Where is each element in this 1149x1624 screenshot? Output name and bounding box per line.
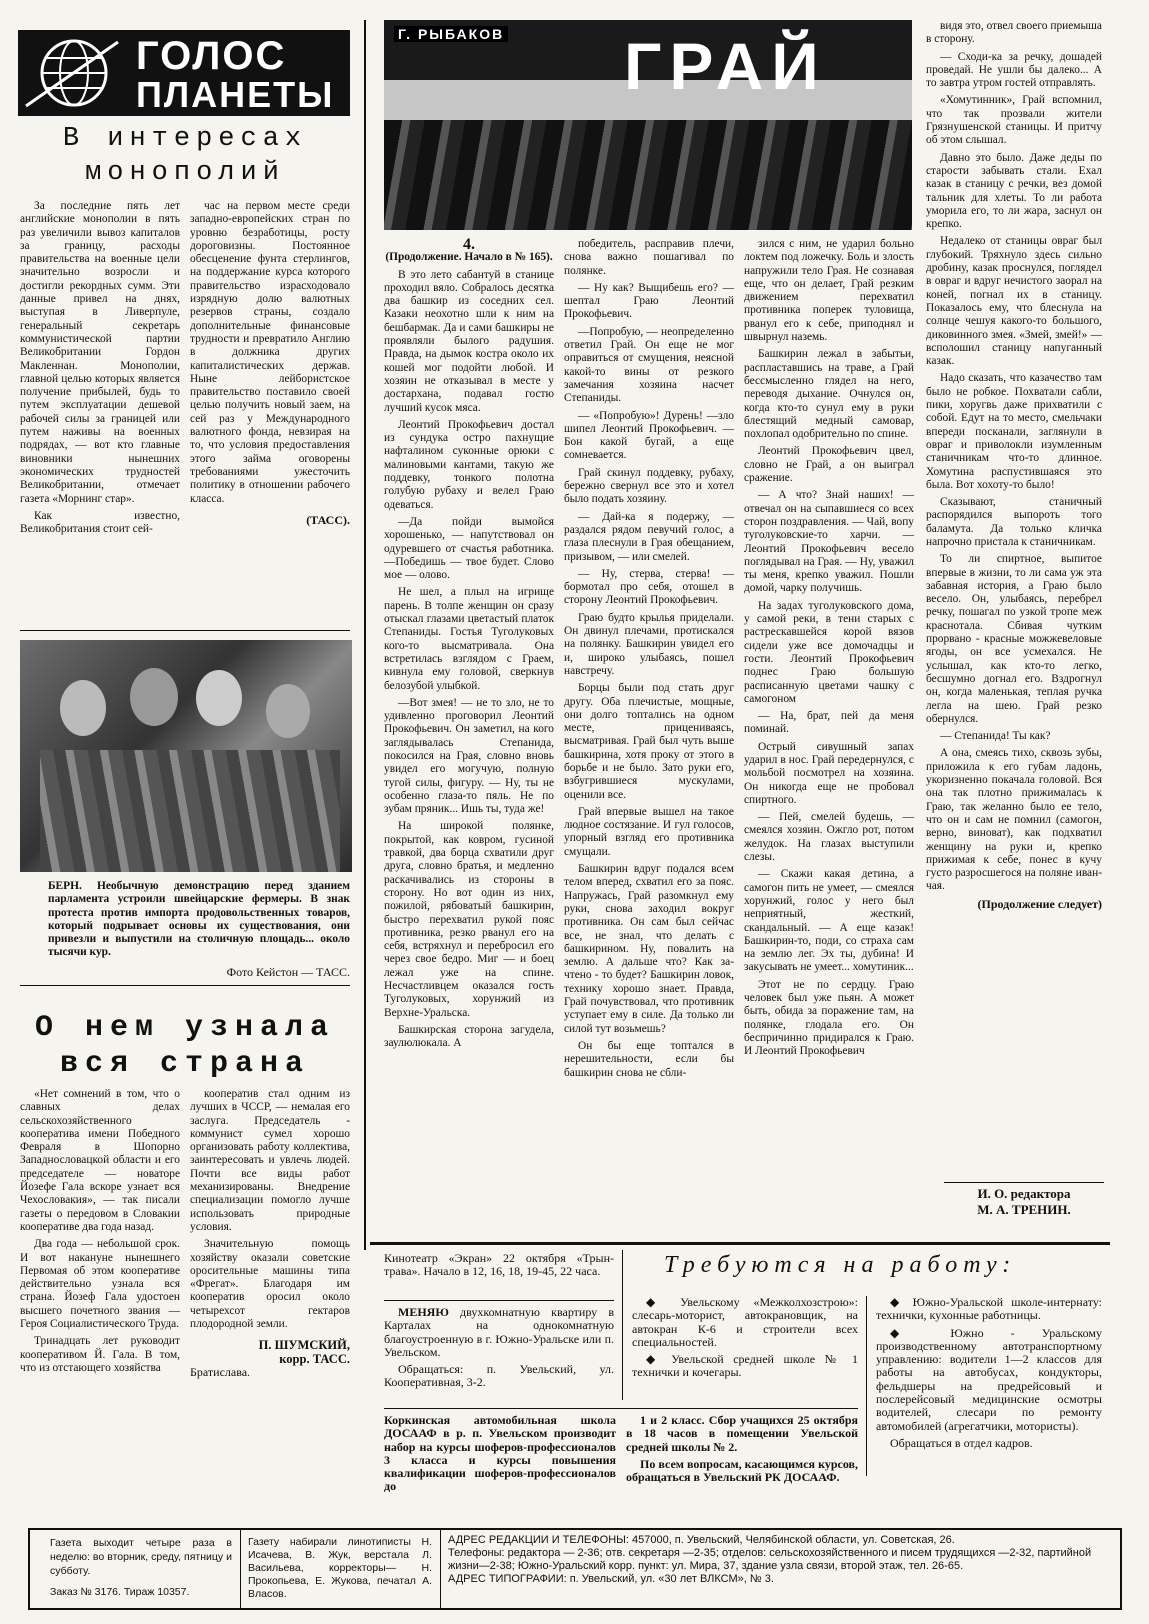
masthead [18, 30, 350, 116]
article1-headline: В интересах монополий [62, 124, 308, 188]
diamond-icon: ◆ [890, 1295, 905, 1309]
paragraph: — Скажи какая детина, а самогон пить не умеет, — смеялся хорунжий, голос у него был неприятный, жесткий, скандальный. — А еще казак! Башкирин-то, поди, со страха сам на землю лег. Эх ты, дубина! И закусывать не умеет... хомутиник... [744, 868, 914, 974]
paragraph: А она, смеясь тихо, сквозь зубы, приложила к его губам ладонь, укоризненно покачала головой. Вся она так плотно прижималась к Граю, так желанно было ее тело, что он и сам не помнил (самогон, верно, виноват), как подхватил женщину на руки и, крепко прижимая к себе, понес в кучу густо разросшегося на поляне иван-чая. [926, 747, 1102, 893]
exchange-text: двухкомнатную квартиру в Карталах на однокомнатную благоустроенную в г. Южно-Уральске или п. Увельском. [384, 1305, 614, 1359]
job-item: Южно - Уральскому производственному автотранспортному управлению: водители 1—2 классов для работы на автобусах, кондукторы, фельдшеры на предрейсовый и послерейсовый медицинские осмотры водителей, слесари по ремонту автомобилей (агрегатчики, мотористы). [876, 1325, 1103, 1433]
footer-order: Заказ № 3176. Тираж 10357. [50, 1586, 190, 1598]
paragraph: — Сходи-ка за речку, дошадей проведай. Не ушли бы далеко... А то завтра утром гостей отправлять. [926, 50, 1102, 90]
news-photo [20, 640, 352, 872]
paragraph [384, 1306, 614, 1359]
divider [20, 630, 350, 631]
column-rule [364, 20, 366, 1250]
story-col4 [926, 20, 1102, 911]
story-chapter: 4. [463, 236, 475, 253]
diamond-icon: ◆ [646, 1352, 662, 1367]
paragraph: На задах туголуковского дома, у самой реки, в тени старых с растрескавшейся корой вязов сидели уже все домочадцы и гости. Леонтий Прокофьевич поднес Граю большую расписанную цветами чашку с самогоном [744, 599, 914, 705]
story-banner [384, 20, 912, 230]
exchange-ad [384, 1306, 614, 1394]
globe-icon [24, 36, 120, 110]
divider [370, 1242, 1110, 1245]
paragraph: зился с ним, не ударил больно локтем под ложечку. Боль и злость напружили тело Грая. Не сознавая еще, что он делает, Грай резким движением перехватил противника поперек туловища, рванул его к себе, приподнял и швырнул наземь. [744, 238, 914, 344]
paragraph: Сказывают, станичный распорядился выпороть того баламута. Да только кличка напрочно пристала к станичникам. [926, 496, 1102, 548]
footer-address: АДРЕС РЕДАКЦИИ И ТЕЛЕФОНЫ: 457000, п. Увельский, Челябинской области, ул. Советская, 26. [448, 1534, 955, 1546]
paragraph: — Степанида! Ты как? [940, 730, 1051, 743]
column-rule [866, 1296, 867, 1476]
paragraph: — А что? Знай наших! — отвечал он на сыпавшиеся со всех сторон поздравления. — Чай, вопу туголуковские-то харчи. — Леонтий Прокофьевич весело поглядывал на Грая. — Ну, уважил ты меня, крепко уважил. Пошли домой, чарку получишь. [744, 489, 914, 595]
editor-title: И. О. редактора [977, 1186, 1071, 1201]
paragraph: «Хомутинник», Грай вспомнил, что так прозвали жители Грязнушенской станицы. И притчу об этом слышал. [926, 94, 1102, 147]
paragraph: Два года — небольшой срок. И вот накануне нынешнего Первомая об этом кооперативе действительно узнала вся страна. Йозеф Гала удостоен высшего почетного звания — Героя Социалистического Труда. [20, 1238, 180, 1331]
divider [384, 1408, 858, 1409]
paragraph: Башкирин лежал в забытьи, распластавшись на траве, а Грай бессмысленно глядел на него, переводя дыхание. Очнулся он, когда кто-то сунул ему в руки блестящий медный самовар, похлопал одобрительно по спине. [744, 348, 914, 441]
paragraph: — Ну, стерва, стерва! — бормотал про себя, отошел в сторону Леонтий Прокофьевич. [564, 567, 734, 607]
jobs-title: Требуются на работу: [664, 1252, 1017, 1278]
paragraph: —Вот змея! — не то зло, не то удивленно проговорил Леонтий Прокофьевич. Он заметил, на кого заглядывалась Степанида, покосился на Грая, словно вновь увидел его могучую, полную тугой силы, фигуру. — Ну, ты не особенно глаза-то пяль. Не по зубам пряник... Ишь ты, туда же! [384, 696, 554, 816]
paragraph: Граю будто крылья приделали. Он двинул плечами, протискался на полянку. Башкирин увидел его и, широко улыбаясь, пошел навстречу. [564, 611, 734, 677]
article1-signature: (ТАСС). [306, 512, 350, 527]
exchange-lead: МЕНЯЮ [398, 1305, 449, 1319]
exchange-contact: Обращаться: п. Увельский, ул. Кооперативная, 3-2. [384, 1362, 614, 1390]
paragraph: По всем вопросам, касающимся курсов, обращаться в Увельский РК ДОСААФ. [626, 1456, 858, 1485]
paragraph: В это лето сабантуй в станице проходил вяло. Собралось десятка два башкир из соседних сел. Казаки неохотно шли к ним на бешбармак. Да и сами башкиры не проявляли былого радушия. Правда, на дымок костра около их кошей мог подойти любой. И хозяин не отказывал в месте у достархана, подавал гостю лучший кусок мяса. [384, 268, 554, 414]
article1-col1 [20, 200, 180, 540]
paragraph: Башкирская сторона загудела, заулюлюкала. А [384, 1023, 554, 1050]
to-be-continued: (Продолжение следует) [977, 896, 1102, 911]
masthead-line1: ГОЛОС [136, 34, 287, 78]
story-col3 [744, 238, 914, 1063]
paragraph: час на первом месте среди западно-европейских стран по уровню безработицы, росту дороговизны. Постоянное обесценение фунта стерлингов, на поддержание курса которого правительство израсходовало изрядную долю валютных резервов страны, создало дополнительные финансовые трудности и превратило Англию в должника других капиталистических держав. Ныне лейбористское правительство поставило своей целью получить новый заем, на сей раз у Международного валютного фонда, невзирая на то, что условия предоставления этого займа оговорены требованиями ужесточить политику в отношении рабочего класса. [190, 200, 350, 505]
photo-caption: БЕРН. Необычную демонстрацию перед зданием парламента устроили швейцарские фермеры. В знак протеста против импорта продовольственных товаров, который подрывает основы их существования, они привезли и выпустили на столичную площадь... около тысячи кур. [48, 880, 350, 959]
article1-col2 [190, 200, 350, 527]
paragraph: То ли спиртное, выпитое впервые в жизни, то ли сама уж эта забавная история, а Граю было весело. Он, улыбаясь, перебрел речку, пошагал по узкой тропе меж красноталa. Сбивая чутким прорвано - красные можжевеловые ягоды, он все усмехался. Не услышал, как кто-то легко, бесшумно догнал его. Вздрогнул он, когда маленькая, теплая ручка легла на шею. Грай резко обернулся. [926, 553, 1102, 725]
divider [384, 1300, 614, 1301]
paragraph: Башкирин вдруг подался всем телом вперед, схватил его за пояс. Напружась, Грай разомкнул ему руки, снова заходил вокруг противника. Он сам был сейчас все, не знал, что делать с башкирином. Ну, повалить на землю. А дальше что? Как за-чтено - то будет? Башкирин ловок, технику хорошо знает. Правда, Грай почувствовал, что противник уступает ему в силе. Да только ли силой тут возьмешь? [564, 863, 734, 1035]
paragraph: Грай скинул поддевку, рубаху, бережно свернул все это и хотел было подать хозяину. [564, 466, 734, 506]
paragraph: победитель, расправив плечи, снова важно пошагивал по полянке. [564, 238, 734, 277]
paragraph: Леонтий Прокофьевич достал из сундука остро пахнущие нафталином суконные орюки с малиновыми кантами, такую же поддевку, тонкого полотна голубую рубаху и велел Граю одеваться. [384, 418, 554, 511]
story-author: Г. РЫБАКОВ [394, 26, 508, 42]
paragraph: «Нет сомнений в том, что о славных делах сельскохозяйственного кооператива имени Победного Февраля в Шопорно Западнословацкой области и его председателе — новаторе Йозефе Гала вскоре узнает вся Чехословакия», — так писали газеты о передовом в Словакии кооперативе два года назад. [20, 1088, 180, 1233]
paragraph: Этот не по сердцу. Граю человек был уже пьян. А может быть, обида за поражение там, на полянке, глодала его. Он беспричинно придирался к Граю. И Леонтий Прокофьевич [744, 978, 914, 1058]
paragraph: Грай впервые вышел на такое людное состязание. И гул голосов, упорный взгляд его противника смущали. [564, 805, 734, 858]
paragraph: — Пей, смелей будешь, — смеялся хозяин. Ожгло рот, потом желудок. На глазах выступили слезы. [744, 811, 914, 864]
paragraph: Давно это было. Даже деды по старости забывать стали. Ехал казак в станицу с речки, вез домой тальник для хлеты. То ли работа уморила его, то ли жара, заснул он крепко. [926, 151, 1102, 231]
paragraph: Как известно, Великобритания стоит сей- [20, 509, 180, 536]
footer-printing: АДРЕС ТИПОГРАФИИ: п. Увельский, ул. «30 лет ВЛКСМ», № 3. [448, 1573, 774, 1585]
cinema-ad: Кинотеатр «Экран» 22 октября «Трын-трава». Начало в 12, 16, 18, 19-45, 22 часа. [384, 1251, 614, 1279]
article2-signature-role: корр. ТАСС. [279, 1351, 350, 1366]
paragraph: Недалеко от станицы овраг был глубокий. Тряхнуло здесь сильно дробину, казак проснулся, поглядел в овраг и вдруг нечистого заорал на коней, погнал их в станицу. Показалось ему, что блеснула на солнце чешуя какого-то большого, диковинного змея. «Змей, змей!» — всполошил станицу напуганный казак. [926, 235, 1102, 368]
paragraph: За последние пять лет английские монополии в пять раз увеличили вывоз капиталов за границу, расходы правительства на военные цели значительно возросли и достигли рекордных сумм. Эти данные привел на днях, выступая в Ливерпуле, генеральный секретарь коммунистической партии Великобритании Гордон Макленнан. Монополии, главной целью которых является получение прибылей, будь то путем эксплуатации дешевой рабочей силы за границей или путем наживы на военных подрядах, — вот кто главные виновники нынешних экономических трудностей Великобритании, отмечает газета «Морнинг стар». [20, 200, 180, 505]
story-col1 [384, 238, 554, 1055]
paragraph: На широкой полянке, покрытой, как ковром, гусиной травкой, два борца схватили друг друга, словно братья, и медленно раскачивались из стороны в сторону. Но вот один из них, пожилой, рябоватый башкирин, быстро перехватил рукой пояс противника, резко рванул его на себя, встряхнул и перебросил его через свое бедро. Миг — и боец лежал уже на спине. Несчастливцем оказался гость Туголуковых, хорунжий из Верхне-Уральска. [384, 820, 554, 1019]
article2-col2 [190, 1088, 350, 1379]
divider [944, 1182, 1104, 1183]
paragraph [876, 1327, 1102, 1433]
paragraph: — Дай-ка я подержу, — раздался рядом певучий голос, а глаза плеснули в Грая обещанием, призывом, — или смелей. [564, 510, 734, 563]
paragraph: Борцы были под стать друг другу. Оба плечистые, мощные, они долго топтались на одном месте, прицениваясь, высматривая. Грай был чуть выше башкирина, хотя проку от этого в борьбе и не было. Зато руки его, взбугрившиеся мускулами, оценили все. [564, 682, 734, 801]
paragraph: — На, брат, пей да меня поминай. [744, 710, 914, 736]
column-rule [622, 1250, 623, 1400]
dosaaf-col2 [626, 1414, 858, 1488]
masthead-line2: ПЛАНЕТЫ [136, 74, 335, 115]
editor-name: М. А. ТРЕНИН. [977, 1202, 1071, 1217]
article2-place: Братислава. [190, 1364, 251, 1379]
article2-headline: О нем узнала вся страна [34, 1011, 336, 1081]
dosaaf-col1: Коркинская автомобильная школа ДОСААФ в р. п. Увельском производит набор на курсы шоферов-профессионалов 3 класса и курсы повышения квалификации шоферов-профессионалов до [384, 1413, 616, 1494]
job-item: Южно-Уральской школе-интернату: технички, кухонные работницы. [876, 1295, 1103, 1323]
article2-col1 [20, 1088, 180, 1379]
footer-phones: Телефоны: редактора — 2-36; отв. секретаря —2-35; отделов: сельскохозяйственного и писем трудящихся —2-32, партийной жизни—2-38; Южно-Уральский корр. пункт: ул. Мира, 37, здание узла связи, второй этаж, тел. 26-65. [448, 1547, 1092, 1572]
paragraph: Острый сивушный запах ударил в нос. Грай передернулся, с мольбой посмотрел на хозяина. Он никогда еще не пробовал спиртного. [744, 740, 914, 806]
paragraph [632, 1353, 858, 1380]
jobs-col2 [876, 1296, 1102, 1454]
story-col2 [564, 238, 734, 1084]
paragraph: видя это, отвел своего приемыша в сторону. [926, 20, 1102, 46]
diamond-icon: ◆ [646, 1295, 667, 1309]
paragraph: —Попробую, — неопределенно ответил Грай. Он еще не мог оправиться от смущения, неясной какой-то вины от резкого замечания хозяина насчет Степаниды. [564, 325, 734, 405]
paragraph: — «Попробую»! Дурень! —зло шипел Леонтий Прокофьевич. —Бон какой бугай, а еще сомневается. [564, 409, 734, 462]
paragraph [632, 1296, 858, 1349]
paragraph: Надо сказать, что казачество там было не робкое. Похватали сабли, пики, хоругвь даже прихватили с собой. Едут на то место, смельчаки впереди посканали, заглянули в овраг и приволокли изумленным станичникам что-то длинное. Хомутина распустившаяся это была. Вот хохоту-то было! [926, 372, 1102, 491]
jobs-col1 [632, 1296, 858, 1384]
paragraph [876, 1296, 1102, 1323]
paragraph: —Да пойди вымойся хорошенько, — напутствовал он одуревшего от счастья работника. —Победишь — твое будет. Слово мое — олово. [384, 515, 554, 582]
job-item: Увельской средней школе № 1 технички и кочегары. [632, 1352, 858, 1380]
editor-block [944, 1186, 1104, 1218]
job-item: Увельскому «Межколхозстрою»: слесарь-моторист, автокрановщик, на автокран К-6 и строители всех специальностей. [632, 1295, 859, 1349]
divider [20, 985, 350, 986]
paragraph: — Ну как? Выщибешь его? — шептал Граю Леонтий Прокофьевич. [564, 281, 734, 321]
footer-contacts [448, 1534, 1114, 1586]
article2-signature: П. ШУМСКИЙ, [258, 1338, 350, 1353]
jobs-contact: Обращаться в отдел кадров. [890, 1435, 1033, 1450]
footer-typeset: Газету набирали линотиписты Н. Исачева, В. Жук, верстала Л. Васильева, корректоры— Н. Прокопьева, Е. Жукова, печатал А. Власов. [248, 1536, 432, 1600]
paragraph: Он бы еще топтался в нерешительности, если бы башкирин снова не сбли- [564, 1039, 734, 1079]
footer [28, 1528, 1122, 1610]
story-title: ГРАЙ [624, 29, 827, 103]
story-continued: (Продолжение. Начало в № 165). [385, 251, 553, 264]
paragraph: 1 и 2 класс. Сбор учащихся 25 октября в 18 часов в помещении Увельской средней школы № 2. [626, 1413, 858, 1454]
paragraph: Значительную помощь хозяйству оказали советские оросительные машины типа «Фрегат». Благодаря им кооператив оросил около четырехсот гектаров плодородной земли. [190, 1238, 350, 1331]
paragraph: Не шел, а плыл на игрище парень. В толпе женщин он сразу отыскал глазами цветастый платок Степаниды. Гостья Туголуковых кого-то высматривала. Она встретилась взглядом с Граем, кивнула ему головой, сверкнув белозубой улыбкой. [384, 586, 554, 692]
paragraph: Леонтий Прокофьевич цвел, словно не Грай, а он выиграл сражение. [744, 445, 914, 485]
footer-schedule: Газета выходит четыре раза в неделю: во вторник, среду, пятницу и субботу. [50, 1537, 232, 1577]
photo-credit: Фото Кейстон — ТАСС. [226, 965, 350, 979]
paragraph: кооператив стал одним из лучших в ЧССР, — немалая его заслуга. Председатель - коммунист сумел хорошо организовать работу коллектива, заинтересовать и увлечь людей. Почти все виды работ механизированы. Внедрение специализации помогло лучше использовать природные условия. [190, 1088, 350, 1233]
paragraph: Тринадцать лет руководит кооперативом Й. Гала. В том, что из отстающего хозяйства [20, 1335, 180, 1374]
diamond-icon: ◆ [890, 1325, 924, 1340]
